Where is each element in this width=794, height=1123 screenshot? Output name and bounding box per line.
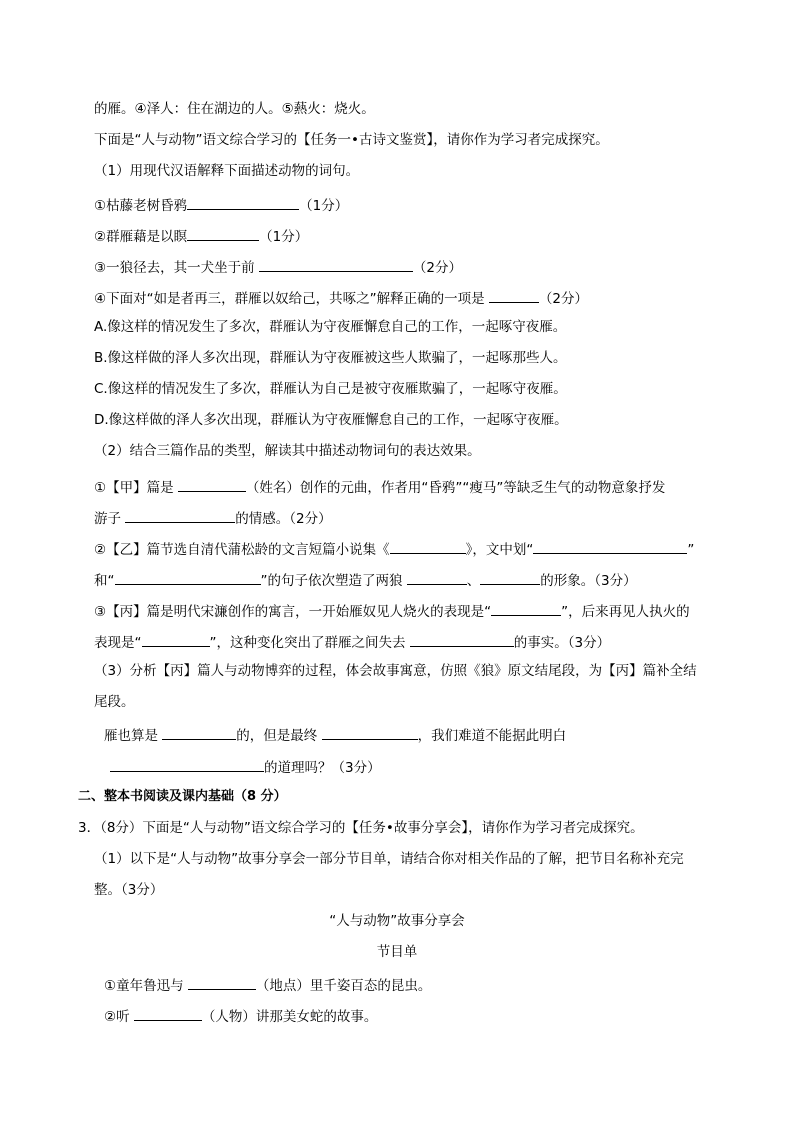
item-text: ②听	[104, 1009, 134, 1025]
program-item-1	[104, 974, 431, 995]
item-text: （人物）讲那美女蛇的故事。	[201, 1009, 378, 1025]
answer-blank[interactable]	[178, 476, 246, 492]
question-3-title: （3）分析【丙】篇人与动物博弈的过程，体会故事寓意，仿照《狼》原文结尾段，为【丙】篇补全结	[94, 663, 697, 679]
program-item-2	[104, 1005, 377, 1026]
score-note: （1分）	[299, 198, 349, 214]
item-text: ”	[687, 542, 695, 558]
question-1-title: （1）用现代汉语解释下面描述动物的词句。	[94, 163, 360, 179]
task-intro: 下面是“人与动物”语文综合学习的【任务一•古诗文鉴赏】，请你作为学习者完成探究。	[94, 132, 609, 148]
item-text: ①【甲】篇是	[94, 480, 178, 496]
answer-blank[interactable]	[410, 631, 514, 647]
answer-blank[interactable]	[162, 724, 236, 740]
score-note: （2分）	[412, 260, 462, 276]
question-3-1: （1）以下是“人与动物”故事分享会一部分节目单，请结合你对相关作品的了解，把节目名称补充完	[94, 851, 684, 867]
item-text: ”，这种变化突出了群雁之间失去	[209, 635, 410, 651]
item-1-2	[94, 225, 308, 246]
question-3-stem: 3．（8分）下面是“人与动物”语文综合学习的【任务•故事分享会】，请你作为学习者完成探究。	[78, 820, 644, 836]
footnote-line: 的雁。④泽人：住在湖边的人。⑤爇火：烧火。	[94, 101, 375, 117]
item-text: 、	[466, 573, 481, 589]
item-1-1	[94, 194, 348, 215]
item-text: 的情感。（2分）	[235, 511, 332, 527]
program-title: “人与动物”故事分享会	[329, 913, 465, 929]
item-text: 游子	[94, 511, 126, 527]
answer-blank[interactable]	[489, 287, 539, 303]
item-text: 表现是“	[94, 635, 142, 651]
option-d[interactable]: D.像这样做的泽人多次出现，群雁认为守夜雁懈怠自己的工作，一起啄守夜雁。	[94, 412, 568, 428]
answer-blank[interactable]	[110, 756, 264, 772]
item-text: 的事实。（3分）	[513, 635, 611, 651]
completion-line	[104, 724, 566, 745]
answer-blank[interactable]	[125, 507, 235, 523]
item-text: 和“	[94, 573, 115, 589]
question-2-title: （2）结合三篇作品的类型，解读其中描述动物词句的表达效果。	[94, 443, 481, 459]
item-2-2-cont	[94, 569, 637, 590]
item-text: ④下面对“如是者再三，群雁以奴给己，共啄之”解释正确的一项是	[94, 291, 489, 307]
item-text: 》，文中划“	[465, 542, 534, 558]
item-text: ③一狼径去，其一犬坐于前	[94, 260, 259, 276]
score-note: （2分）	[538, 291, 588, 307]
answer-blank[interactable]	[188, 974, 256, 990]
answer-blank[interactable]	[533, 538, 687, 554]
answer-blank[interactable]	[142, 631, 210, 647]
completion-line-cont	[110, 756, 381, 777]
answer-blank[interactable]	[390, 538, 466, 554]
item-text: ”，后来再见人执火的	[561, 604, 690, 620]
item-text: （地点）里千姿百态的昆虫。	[255, 978, 432, 994]
option-a[interactable]: A.像这样的情况发生了多次，群雁认为守夜雁懈怠自己的工作，一起啄守夜雁。	[94, 319, 567, 335]
answer-blank[interactable]	[480, 569, 540, 585]
item-2-3	[94, 600, 690, 621]
item-text: ③【丙】篇是明代宋濂创作的寓言，一开始雁奴见人烧火的表现是“	[94, 604, 492, 620]
item-text: 的道理吗？（3分）	[264, 760, 381, 776]
answer-blank[interactable]	[491, 600, 561, 616]
answer-blank[interactable]	[134, 1005, 202, 1021]
item-2-3-cont	[94, 631, 610, 652]
answer-blank[interactable]	[259, 256, 413, 272]
score-note: （1分）	[259, 229, 309, 245]
section-2-heading: 二、整本书阅读及课内基础（8 分）	[78, 789, 287, 804]
item-text: ①枯藤老树昏鸦	[94, 198, 188, 214]
item-text: ”的句子依次塑造了两狼	[260, 573, 407, 589]
item-text: 的形象。（3分）	[540, 573, 637, 589]
item-2-2	[94, 538, 694, 559]
item-text: ，我们难道不能据此明白	[417, 728, 567, 744]
answer-blank[interactable]	[187, 194, 299, 210]
item-1-4	[94, 287, 588, 308]
answer-blank[interactable]	[187, 225, 259, 241]
option-b[interactable]: B.像这样做的泽人多次出现，群雁认为守夜雁被这些人欺骗了，一起啄那些人。	[94, 350, 567, 366]
question-3-title-cont: 尾段。	[94, 694, 135, 710]
item-text: ②【乙】篇节选自清代蒲松龄的文言短篇小说集《	[94, 542, 390, 558]
item-1-3	[94, 256, 462, 277]
item-text: 的，但是最终	[236, 728, 322, 744]
answer-blank[interactable]	[115, 569, 261, 585]
answer-blank[interactable]	[407, 569, 467, 585]
question-3-1-cont: 整。（3分）	[94, 882, 164, 898]
program-subtitle: 节目单	[376, 944, 418, 960]
answer-blank[interactable]	[322, 724, 418, 740]
item-text: 雁也算是	[104, 728, 163, 744]
item-2-1	[94, 476, 665, 497]
item-2-1-cont	[94, 507, 332, 528]
item-text: ①童年鲁迅与	[104, 978, 188, 994]
item-text: （姓名）创作的元曲，作者用“昏鸦”“瘦马”等缺乏生气的动物意象抒发	[245, 480, 666, 496]
item-text: ②群雁藉是以瞑	[94, 229, 188, 245]
option-c[interactable]: C.像这样的情况发生了多次，群雁认为自己是被守夜雁欺骗了，一起啄守夜雁。	[94, 381, 567, 397]
